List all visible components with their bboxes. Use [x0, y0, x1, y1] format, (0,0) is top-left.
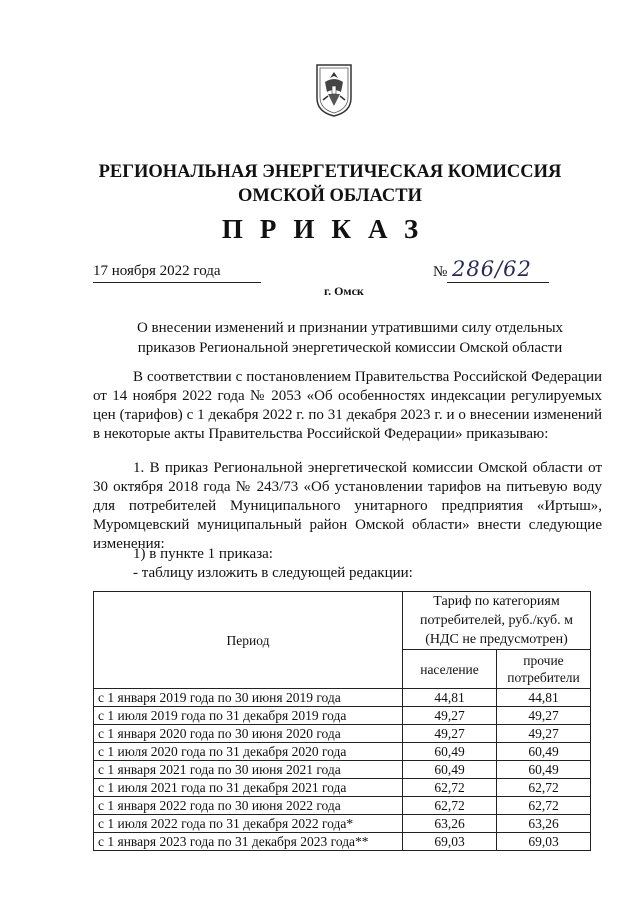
order-number-label: № — [433, 264, 448, 280]
population-cell: 49,27 — [403, 725, 497, 743]
header-period: Период — [94, 592, 403, 689]
period-cell: с 1 января 2023 года по 31 декабря 2023 года** — [94, 833, 403, 851]
other-cell: 62,72 — [497, 797, 591, 815]
period-cell: с 1 июля 2021 года по 31 декабря 2021 года — [94, 779, 403, 797]
table-row — [94, 689, 591, 707]
table-row — [94, 743, 591, 761]
population-cell: 69,03 — [403, 833, 497, 851]
period-cell: с 1 января 2021 года по 30 июня 2021 года — [94, 761, 403, 779]
population-cell: 62,72 — [403, 797, 497, 815]
header-population: население — [403, 650, 497, 689]
population-cell: 62,72 — [403, 779, 497, 797]
header-other: прочие потребители — [497, 650, 591, 689]
date-underline — [93, 282, 261, 283]
order-number-handwritten: 286/62 — [452, 257, 532, 281]
subject-line2: приказов Региональной энергетической комиссии Омской области — [137, 340, 563, 356]
population-cell: 60,49 — [403, 743, 497, 761]
period-cell: с 1 июля 2020 года по 31 декабря 2020 года — [94, 743, 403, 761]
document-title: ПРИКАЗ — [221, 214, 436, 244]
city-name: г. Омск — [324, 284, 364, 298]
period-cell: с 1 января 2020 года по 30 июня 2020 года — [94, 725, 403, 743]
bullet-paragraph: - таблицу изложить в следующей редакции: — [133, 565, 413, 581]
table-row — [94, 707, 591, 725]
period-cell: с 1 января 2022 года по 30 июня 2022 года — [94, 797, 403, 815]
coat-of-arms-icon — [314, 62, 354, 118]
other-cell: 49,27 — [497, 725, 591, 743]
population-cell: 60,49 — [403, 761, 497, 779]
tariff-table — [93, 591, 591, 851]
subject-line1: О внесении изменений и признании утратившими силу отдельных — [136, 320, 564, 336]
header-tariff-group: Тариф по категориям потребителей, руб./куб. м (НДС не предусмотрен) — [403, 592, 591, 650]
table-row — [94, 725, 591, 743]
table-row — [94, 779, 591, 797]
order-subject — [135, 318, 565, 358]
other-cell: 44,81 — [497, 689, 591, 707]
table-row — [94, 833, 591, 851]
preamble-paragraph: В соответствии с постановлением Правительства Российской Федерации от 14 ноября 2022 года № 2053 «Об особенностях индексации регулируемых цен (тарифов) с 1 декабря 2022 г. по 31 декабря 2023 г. и о внесении изменений в некоторые акты Правительства Российской Федерации» приказываю: — [93, 369, 602, 442]
population-cell: 49,27 — [403, 707, 497, 725]
table-row — [94, 761, 591, 779]
table-row — [94, 815, 591, 833]
other-cell: 60,49 — [497, 761, 591, 779]
other-cell: 63,26 — [497, 815, 591, 833]
other-cell: 49,27 — [497, 707, 591, 725]
period-cell: с 1 января 2019 года по 30 июня 2019 года — [94, 689, 403, 707]
other-cell: 62,72 — [497, 779, 591, 797]
organization-name-line1: РЕГИОНАЛЬНАЯ ЭНЕРГЕТИЧЕСКАЯ КОМИССИЯ — [98, 162, 562, 182]
table-header-row — [94, 592, 591, 650]
population-cell: 63,26 — [403, 815, 497, 833]
other-cell: 69,03 — [497, 833, 591, 851]
organization-name-line2: ОМСКОЙ ОБЛАСТИ — [237, 186, 423, 206]
order-date: 17 ноября 2022 года — [93, 263, 221, 279]
subitem-paragraph: 1) в пункте 1 приказа: — [133, 546, 273, 562]
period-cell: с 1 июля 2019 года по 31 декабря 2019 года — [94, 707, 403, 725]
item-1-paragraph: 1. В приказ Региональной энергетической комиссии Омской области от 30 октября 2018 года № 243/73 «Об установлении тарифов на питьевую воду для потребителей Муниципального унитарного предприятия «Иртыш», Муромцевский муниципальный район Омской области» внести следующие изменения: — [93, 460, 602, 552]
table-row — [94, 797, 591, 815]
other-cell: 60,49 — [497, 743, 591, 761]
number-underline — [447, 282, 549, 283]
period-cell: с 1 июля 2022 года по 31 декабря 2022 года* — [94, 815, 403, 833]
population-cell: 44,81 — [403, 689, 497, 707]
